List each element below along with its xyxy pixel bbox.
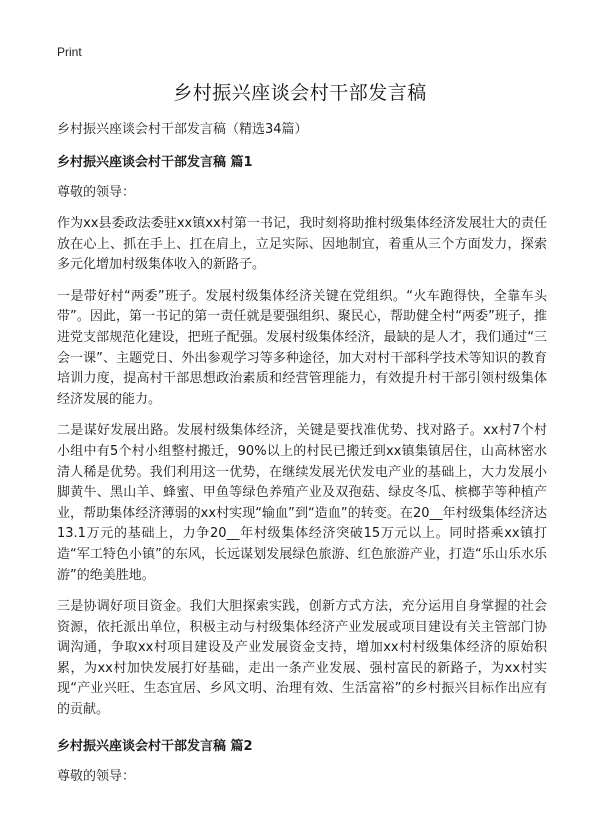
greeting: 尊敬的领导： [57,185,136,200]
paragraph: 二是谋好发展出路。发展村级集体经济，关键是要找准优势、找对路子。xx村7个村小组中有5个村小组整村搬迁，90%以上的村民已搬迁到xx镇集镇居住，山高林密水清人稀是优势。我们利用这一优势，在继续发展光伏发电产业的基础上，大力发展小脚黄牛、黑山羊、蜂蜜、甲鱼等绿色养殖产业及双孢菇、绿皮冬瓜、槟榔芋等种植产业，帮助集体经济薄弱的xx村实现“输血”到“造血”的转变。在20__年村级集体经济达13.1万元的基础上，力争20__年村级集体经济突破15万元以上。同时搭乘xx镇打造“军工特色小镇”的东风，长远谋划发展绿色旅游、红色旅游产业，打造“乐山乐水乐游”的绝美胜地。 [57,423,547,583]
document-body [57,120,547,798]
paragraph: 作为xx县委政法委驻xx镇xx村第一书记，我时刻将助推村级集体经济发展壮大的责任放在心上、抓在手上、扛在肩上，立足实际、因地制宜，着重从三个方面发力，探索多元化增加村级集体收入的新路子。 [57,216,547,273]
section-2 [57,737,547,787]
section-1 [57,153,547,721]
greeting: 尊敬的领导： [57,768,136,784]
section-heading: 乡村振兴座谈会村干部发言稿 篇2 [57,738,253,754]
print-link[interactable]: Print [57,45,82,59]
paragraph: 三是协调好项目资金。我们大胆探索实践，创新方式方法，充分运用自身掌握的社会资源，依托派出单位，积极主动与村级集体经济产业发展或项目建设有关主管部门协调沟通，争取xx村项目建设及产业发展资金支持，增加xx村村级集体经济的原始积累，为xx村加快发展打好基础，走出一条产业发展、强村富民的新路子，为xx村实现“产业兴旺、生态宜居、乡风文明、治理有效、生活富裕”的乡村振兴目标作出应有的贡献。 [57,599,547,718]
section-heading: 乡村振兴座谈会村干部发言稿 篇1 [57,155,253,170]
document-subtitle: 乡村振兴座谈会村干部发言稿（精选34篇） [57,122,308,137]
paragraph: 一是带好村“两委”班子。发展村级集体经济关键在党组织。“火车跑得快，全靠车头带”。因此，第一书记的第一责任就是要强组织、聚民心，帮助健全村“两委”班子，推进党支部规范化建设，把班子配强。发展村级集体经济，最缺的是人才，我们通过“三会一课”、主题党日、外出参观学习等多种途径，加大对村干部科学技术等知识的教育培训力度，提高村干部思想政治素质和经营管理能力，有效提升村干部引领村级集体经济发展的能力。 [57,288,547,407]
page-title: 乡村振兴座谈会村干部发言稿 [173,82,427,104]
